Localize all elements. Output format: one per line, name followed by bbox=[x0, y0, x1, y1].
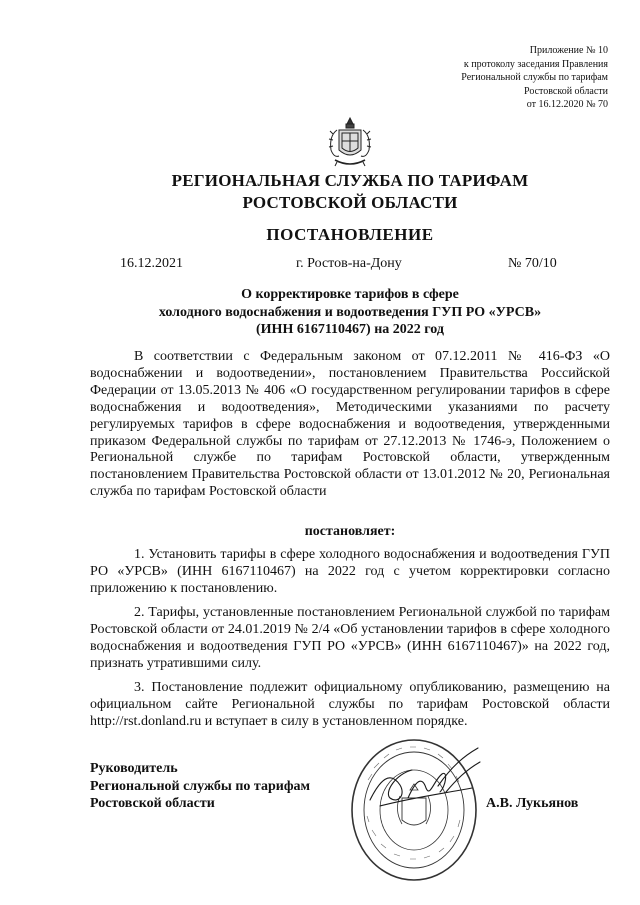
signer-name: А.В. Лукьянов bbox=[486, 796, 579, 811]
decree-item-2: 2. Тарифы, установленные постановлением Региональной службой по тарифам Ростовской области от 24.01.2019 № 2/4 «Об установлении тарифов в сфере холодного водоснабжения и водоотведения ГУП РО «УРСВ» (ИНН 6167110467)» на 2022 год, признать утратившими силу. bbox=[90, 605, 610, 671]
subject-line-1: О корректировке тарифов в сфере bbox=[241, 287, 459, 302]
intro-paragraph: В соответствии с Федеральным законом от 07.12.2011 № 416-ФЗ «О водоснабжении и водоотведении», постановлением Правительства Российской Федерации от 13.05.2013 № 406 «О государственном регулировании тарифов в сфере водоснабжения и водоотведения», Методическими указаниями по расчету регулируемых тарифов в сфере водоснабжения и водоотведения, утвержденными приказом Федеральной службы по тарифам от 27.12.2013 № 1746-э, Положением о Региональной службе по тарифам Ростовской области, утвержденным постановлением Правительства Ростовской области от 13.01.2012 № 20, Региональная служба по тарифам Ростовской области bbox=[90, 349, 610, 500]
signer-position bbox=[90, 760, 310, 813]
decree-heading: постановляет: bbox=[304, 524, 396, 539]
coat-of-arms-icon bbox=[325, 112, 375, 172]
organization-name-line-1: РЕГИОНАЛЬНАЯ СЛУЖБА ПО ТАРИФАМ bbox=[171, 171, 529, 190]
organization-name-line-2: РОСТОВСКОЙ ОБЛАСТИ bbox=[242, 193, 458, 212]
appendix-line-3: Региональной службы по тарифам bbox=[461, 72, 608, 84]
appendix-line-5: от 16.12.2020 № 70 bbox=[526, 99, 608, 111]
appendix-line-4: Ростовской области bbox=[524, 85, 608, 97]
decree-item-1: 1. Установить тарифы в сфере холодного водоснабжения и водоотведения ГУП РО «УРСВ» (ИНН 6167110467) на 2022 год с учетом корректировки согласно приложению к постановлению. bbox=[90, 547, 610, 596]
document-date: 16.12.2021 bbox=[120, 256, 183, 271]
signer-position-line-2: Региональной службы по тарифам bbox=[90, 778, 311, 794]
signer-position-line-3: Ростовской области bbox=[90, 796, 215, 812]
organization-name bbox=[90, 170, 610, 214]
handwritten-signature-icon bbox=[360, 740, 490, 820]
subject-line-3: (ИНН 6167110467) на 2022 год bbox=[256, 322, 444, 337]
signer-position-line-1: Руководитель bbox=[90, 761, 178, 776]
document-number: № 70/10 bbox=[508, 256, 557, 271]
document-subject bbox=[90, 286, 610, 339]
subject-line-2: холодного водоснабжения и водоотведения ГУП РО «УРСВ» bbox=[158, 304, 542, 320]
document-type: ПОСТАНОВЛЕНИЕ bbox=[266, 225, 434, 244]
document-city: г. Ростов-на-Дону bbox=[296, 256, 402, 271]
appendix-line-2: к протоколу заседания Правления bbox=[463, 58, 608, 70]
appendix-note bbox=[461, 44, 608, 112]
appendix-line-1: Приложение № 10 bbox=[529, 45, 608, 56]
decree-item-3: 3. Постановление подлежит официальному опубликованию, размещению на официальном сайте Региональной службы по тарифам Ростовской области http://rst.donland.ru и вступает в силу в установленном порядке. bbox=[90, 680, 610, 729]
